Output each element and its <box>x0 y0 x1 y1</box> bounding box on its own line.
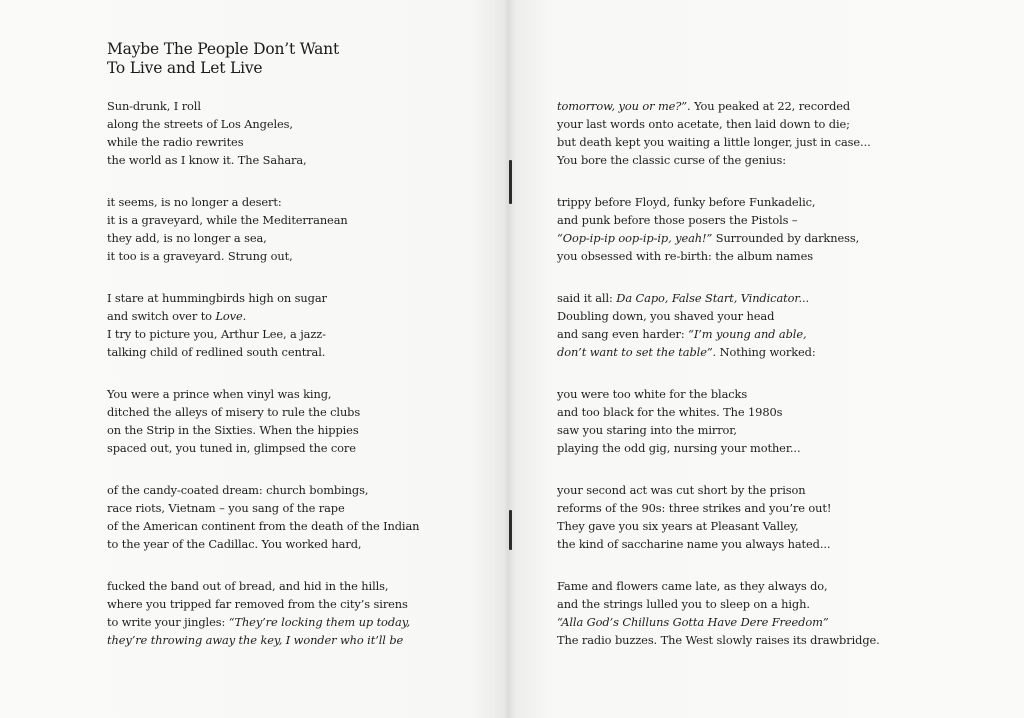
poem-line: to the year of the Cadillac. You worked hard, <box>107 537 362 551</box>
poem-line: while the radio rewrites <box>107 135 244 149</box>
poem-line: you obsessed with re-birth: the album names <box>557 249 814 263</box>
poem-line: they add, is no longer a sea, <box>107 231 267 245</box>
poem-line: and too black for the whites. The 1980s <box>557 405 783 419</box>
poem-line: playing the odd gig, nursing your mother... <box>557 441 801 455</box>
poem-line: said it all: Da Capo, False Start, Vindicator... <box>557 291 810 305</box>
poem-line: tomorrow, you or me?”. You peaked at 22, recorded <box>557 99 851 113</box>
poem-line: on the Strip in the Sixties. When the hippies <box>107 423 359 437</box>
poem-line: Sun-drunk, I roll <box>107 99 201 113</box>
right-stanza-2 <box>557 193 880 265</box>
poem-line: reforms of the 90s: three strikes and you’re out! <box>557 501 832 515</box>
right-page <box>512 0 1024 718</box>
right-page-poem-body <box>557 97 880 649</box>
right-stanza-6 <box>557 577 880 649</box>
title-line-2: To Live and Let Live <box>107 59 263 77</box>
left-stanza-1 <box>107 97 419 169</box>
left-stanza-5 <box>107 481 419 553</box>
poem-line: along the streets of Los Angeles, <box>107 117 293 131</box>
poem-line: it seems, is no longer a desert: <box>107 195 282 209</box>
poem-line: You were a prince when vinyl was king, <box>107 387 332 401</box>
poem-line: of the American continent from the death of the Indian <box>107 519 420 533</box>
poem-line: it is a graveyard, while the Mediterranean <box>107 213 348 227</box>
poem-line: You bore the classic curse of the genius: <box>557 153 786 167</box>
poem-line: talking child of redlined south central. <box>107 345 326 359</box>
poem-line: fucked the band out of bread, and hid in the hills, <box>107 579 389 593</box>
poem-line: to write your jingles: “They’re locking them up today, <box>107 615 411 629</box>
poem-line: your second act was cut short by the prison <box>557 483 806 497</box>
poem-line: “Oop-ip-ip oop-ip-ip, yeah!” Surrounded by darkness, <box>557 231 860 245</box>
poem-line: but death kept you waiting a little longer, just in case... <box>557 135 871 149</box>
poem-line: and the strings lulled you to sleep on a high. <box>557 597 810 611</box>
poem-line: and switch over to Love. <box>107 309 247 323</box>
left-stanza-6 <box>107 577 419 649</box>
poem-line: you were too white for the blacks <box>557 387 748 401</box>
poem-line: They gave you six years at Pleasant Valley, <box>557 519 799 533</box>
left-stanza-3 <box>107 289 419 361</box>
title-line-1: Maybe The People Don’t Want <box>107 40 339 58</box>
right-stanza-1 <box>557 97 880 169</box>
poem-title <box>107 40 339 78</box>
poem-line: and punk before those posers the Pistols – <box>557 213 798 227</box>
poem-line: ditched the alleys of misery to rule the clubs <box>107 405 361 419</box>
left-page-poem-body <box>107 97 419 649</box>
poem-line: they’re throwing away the key, I wonder who it’ll be <box>107 633 404 647</box>
poem-line: trippy before Floyd, funky before Funkadelic, <box>557 195 816 209</box>
poem-line: your last words onto acetate, then laid down to die; <box>557 117 850 131</box>
poem-line: Doubling down, you shaved your head <box>557 309 775 323</box>
poem-line: the kind of saccharine name you always hated... <box>557 537 831 551</box>
poem-line: Fame and flowers came late, as they always do, <box>557 579 828 593</box>
left-stanza-4 <box>107 385 419 457</box>
poem-line: where you tripped far removed from the city’s sirens <box>107 597 408 611</box>
right-stanza-4 <box>557 385 880 457</box>
right-stanza-5 <box>557 481 880 553</box>
poem-line: spaced out, you tuned in, glimpsed the core <box>107 441 356 455</box>
left-page <box>0 0 505 718</box>
poem-line: it too is a graveyard. Strung out, <box>107 249 293 263</box>
poem-line: race riots, Vietnam – you sang of the rape <box>107 501 345 515</box>
right-stanza-3 <box>557 289 880 361</box>
poem-line: and sang even harder: “I’m young and able, <box>557 327 807 341</box>
poem-line: the world as I know it. The Sahara, <box>107 153 307 167</box>
poem-line: don’t want to set the table”. Nothing worked: <box>557 345 816 359</box>
left-stanza-2 <box>107 193 419 265</box>
poem-line: saw you staring into the mirror, <box>557 423 737 437</box>
poem-line: The radio buzzes. The West slowly raises its drawbridge. <box>557 633 880 647</box>
poem-line: of the candy-coated dream: church bombings, <box>107 483 369 497</box>
poem-line: I try to picture you, Arthur Lee, a jazz- <box>107 327 326 341</box>
poem-line: “Alla God’s Chilluns Gotta Have Dere Freedom” <box>557 615 829 629</box>
poem-line: I stare at hummingbirds high on sugar <box>107 291 327 305</box>
